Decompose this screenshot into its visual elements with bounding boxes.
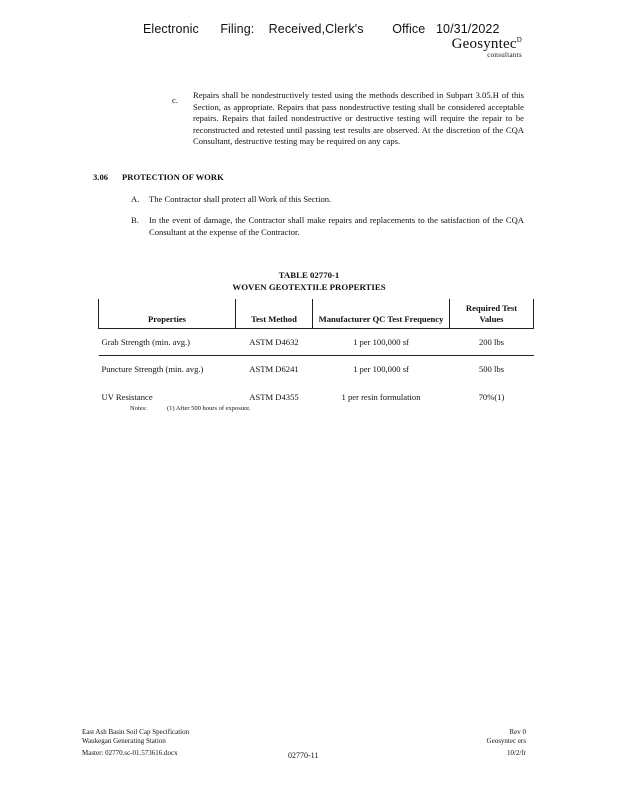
table-row bbox=[99, 356, 534, 383]
table-row bbox=[99, 382, 534, 402]
item-marker-a: A. bbox=[131, 194, 140, 204]
geosyntec-logo bbox=[452, 36, 522, 59]
cell-property: Grab Strength (min. avg.) bbox=[101, 337, 191, 347]
footer-right bbox=[487, 728, 526, 758]
footer-revision: Rev 0 bbox=[509, 728, 526, 736]
section-title: PROTECTION OF WORK bbox=[122, 172, 224, 182]
header-test-method: Test Method bbox=[236, 299, 313, 329]
table-caption: WOVEN GEOTEXTILE PROPERTIES bbox=[232, 282, 386, 292]
cell-value: 70%(1) bbox=[478, 392, 505, 402]
footer-filename: Master: 02770.sc-01.573616.docx bbox=[82, 749, 178, 757]
header-qc-frequency: Manufacturer QC Test Frequency bbox=[313, 299, 450, 329]
logo-subtitle: consultants bbox=[487, 51, 522, 59]
item-a-text: The Contractor shall protect all Work of this Section. bbox=[149, 194, 332, 204]
item-marker-b: B. bbox=[131, 215, 139, 225]
header-properties: Properties bbox=[99, 299, 236, 329]
filing-stamp: Electronic Filing: Received,Clerk's Office 10/31/2022 bbox=[143, 22, 500, 36]
cell-property: UV Resistance bbox=[101, 392, 153, 402]
footer-left bbox=[82, 728, 189, 758]
logo-name: Geosyntec bbox=[451, 36, 517, 52]
cell-method: ASTM D4355 bbox=[249, 392, 299, 402]
footer-date: 10/2/fr bbox=[506, 749, 526, 757]
footer-station: Waukegan Generating Station bbox=[82, 737, 166, 745]
table-number: TABLE 02770-1 bbox=[278, 270, 340, 280]
header-required-values: Required Test Values bbox=[450, 299, 534, 329]
page-number: 02770-11 bbox=[288, 751, 319, 760]
geotextile-properties-table bbox=[98, 299, 534, 402]
table-row bbox=[99, 329, 534, 356]
cell-frequency: 1 per 100,000 sf bbox=[353, 364, 409, 374]
section-number: 3.06 bbox=[93, 172, 109, 182]
table-notes bbox=[130, 405, 251, 412]
section-heading bbox=[93, 172, 238, 182]
note-1: (1) After 500 hours of exposure. bbox=[166, 405, 251, 412]
footer-project: East Ash Basin Soil Cap Specification bbox=[82, 728, 190, 736]
cell-method: ASTM D4632 bbox=[249, 337, 299, 347]
cell-property: Puncture Strength (min. avg.) bbox=[101, 364, 204, 374]
cell-value: 200 lbs bbox=[478, 337, 505, 347]
item-marker-c: c. bbox=[172, 95, 178, 105]
notes-label: Notes: bbox=[130, 405, 147, 412]
footer-company: Geosyntec ers bbox=[486, 737, 526, 745]
cell-value: 500 lbs bbox=[478, 364, 505, 374]
repair-testing-paragraph: Repairs shall be nondestructively tested using the methods described in Subpart 3.05.H of this Section, as appropriate. Repairs that pass nondestructive testing shall be considered acceptable repairs. Repairs that failed nondestructive or destructive testing will require the repair to be reconstructed and retested until passing test results are observed. At the discretion of the CQA Consultant, destructive testing may be required on any caps. bbox=[193, 90, 524, 147]
table-header-row bbox=[99, 299, 534, 329]
cell-frequency: 1 per 100,000 sf bbox=[353, 337, 409, 347]
cell-method: ASTM D6241 bbox=[249, 364, 299, 374]
logo-mark-icon: D bbox=[516, 36, 522, 44]
item-b-text: In the event of damage, the Contractor shall make repairs and replacements to the satisfaction of the CQA Consultant at the expense of the Contractor. bbox=[149, 215, 524, 237]
cell-frequency: 1 per resin formulation bbox=[341, 392, 421, 402]
